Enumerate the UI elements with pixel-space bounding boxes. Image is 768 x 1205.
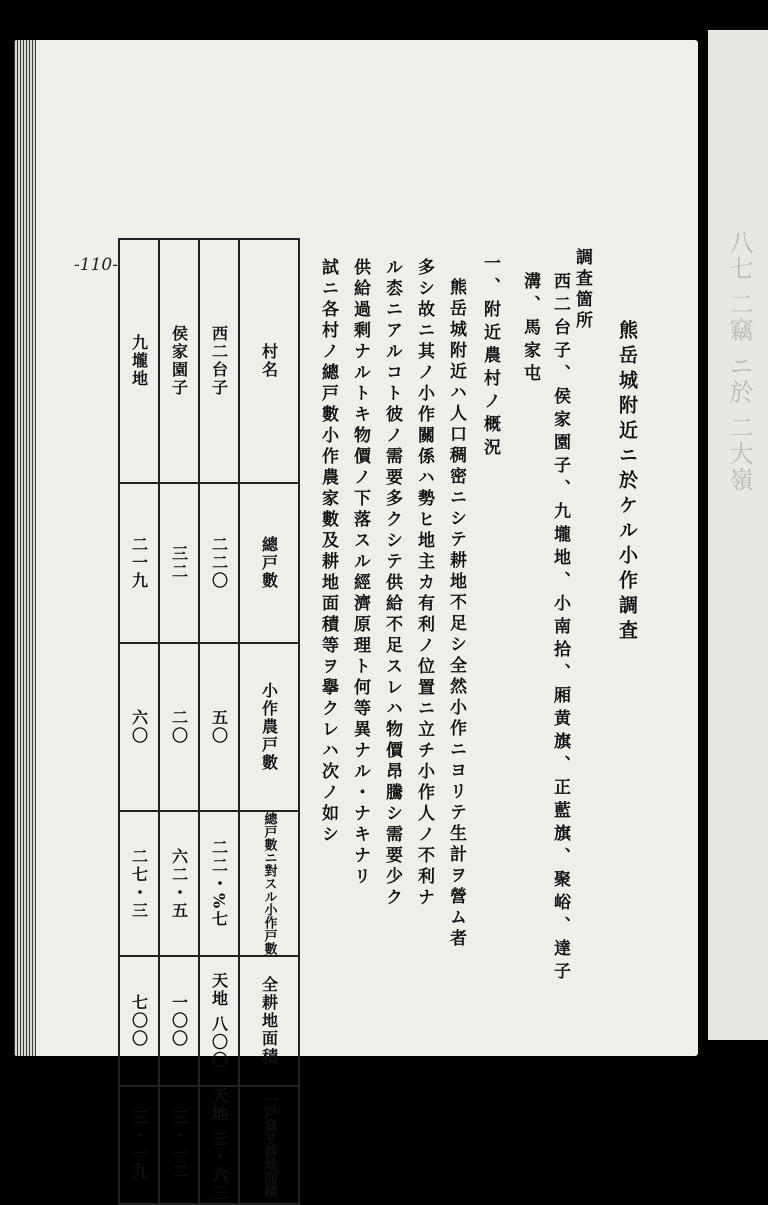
table-cell <box>199 239 239 483</box>
total-area-3: 七〇〇 <box>129 994 149 1048</box>
table-cell <box>119 239 159 483</box>
document-page <box>14 40 698 1056</box>
section-line-3: ル枩ニアルコト彼ノ需要多クシテ供給不足スレハ物價昂騰シ需要少ク <box>382 258 402 909</box>
table-cell <box>159 811 199 956</box>
header-tenant-households: 小作農戸數 <box>259 682 279 772</box>
table-cell <box>159 483 199 643</box>
section-line-5: 試ニ各村ノ總戸數小作農家數及耕地面積等ヲ擧クレハ次ノ如シ <box>318 258 338 846</box>
survey-places-line2: 溝、馬家屯 <box>520 272 540 387</box>
table-row <box>119 956 299 1086</box>
tenant-ratio-3: 二七・三 <box>129 847 149 920</box>
area-per-household-3: 三・一九 <box>129 1108 149 1181</box>
survey-places-line1: 西二台子、侯家園子、九壠地、小南拾、厢黄旗、正藍旗、聚峪、達子 <box>550 272 570 985</box>
table-cell <box>199 811 239 956</box>
survey-heading: 調査箇所 <box>572 248 592 332</box>
table-cell <box>119 1086 159 1204</box>
section-heading: 一、附近農村ノ概況 <box>480 254 500 461</box>
document-title: 熊岳城附近ニ於ケル小作調査 <box>616 320 638 645</box>
table-cell <box>199 1086 239 1204</box>
table-cell <box>239 811 299 956</box>
tenant-households-2: 二〇 <box>169 709 189 745</box>
header-village-name: 村名 <box>259 343 279 379</box>
tenant-households-3: 六〇 <box>129 709 149 745</box>
table-cell <box>199 643 239 811</box>
table-cell <box>159 956 199 1086</box>
table-cell <box>239 483 299 643</box>
total-area-1: 天地 八〇〇 <box>209 972 229 1070</box>
table-cell <box>159 239 199 483</box>
header-tenant-ratio: 總戸數ニ對スル小作戸數 <box>261 812 277 955</box>
page-number: -110- <box>74 255 118 275</box>
table-cell <box>159 643 199 811</box>
table-cell <box>119 643 159 811</box>
total-households-3: 二一九 <box>129 536 149 590</box>
village-name-2: 侯家園子 <box>169 325 189 397</box>
section-line-2: 多シ故ニ其ノ小作關係ハ勢ヒ地主カ有利ノ位置ニ立チ小作人ノ不利ナ <box>414 258 434 909</box>
table-cell <box>239 643 299 811</box>
header-total-area: 全耕地面積 <box>259 976 279 1066</box>
table-cell <box>119 811 159 956</box>
table-cell <box>199 483 239 643</box>
total-households-1: 二二〇 <box>209 536 229 590</box>
table-row <box>119 811 299 956</box>
facing-page-text: 八七 二竊 ニ於 二大嶺 <box>725 230 753 493</box>
tenant-households-1: 五〇 <box>209 709 229 745</box>
total-area-2: 一〇〇 <box>169 994 189 1048</box>
facing-page <box>708 30 768 1040</box>
table-row <box>119 643 299 811</box>
tenant-ratio-1: 二二・%七 <box>209 838 229 929</box>
section-line-1: 熊岳城附近ハ人口稠密ニシテ耕地不足シ全然小作ニヨリテ生計ヲ營ム者 <box>446 278 466 950</box>
area-per-household-1: 天地 三・六三 <box>209 1087 229 1203</box>
table-cell <box>159 1086 199 1204</box>
table-cell <box>119 483 159 643</box>
header-area-per-household: 一戸當リ耕地面積 <box>261 1092 277 1197</box>
village-table <box>118 238 300 1205</box>
table-cell <box>199 956 239 1086</box>
table-row <box>119 483 299 643</box>
total-households-2: 三二 <box>169 545 189 581</box>
table-cell <box>239 239 299 483</box>
table-row <box>119 1086 299 1204</box>
header-total-households: 總戸數 <box>259 536 279 590</box>
village-name-1: 西二台子 <box>209 325 229 397</box>
table-cell <box>239 956 299 1086</box>
table-cell <box>119 956 159 1086</box>
village-name-3: 九壠地 <box>129 334 149 388</box>
table-cell <box>239 1086 299 1204</box>
table-row <box>119 239 299 483</box>
tenant-ratio-2: 六二・五 <box>169 847 189 920</box>
area-per-household-2: 三・一二 <box>169 1108 189 1181</box>
section-line-4: 供給過剩ナルトキ物價ノ下落スル經濟原理ト何等異ナル・ナキナリ <box>350 258 370 888</box>
